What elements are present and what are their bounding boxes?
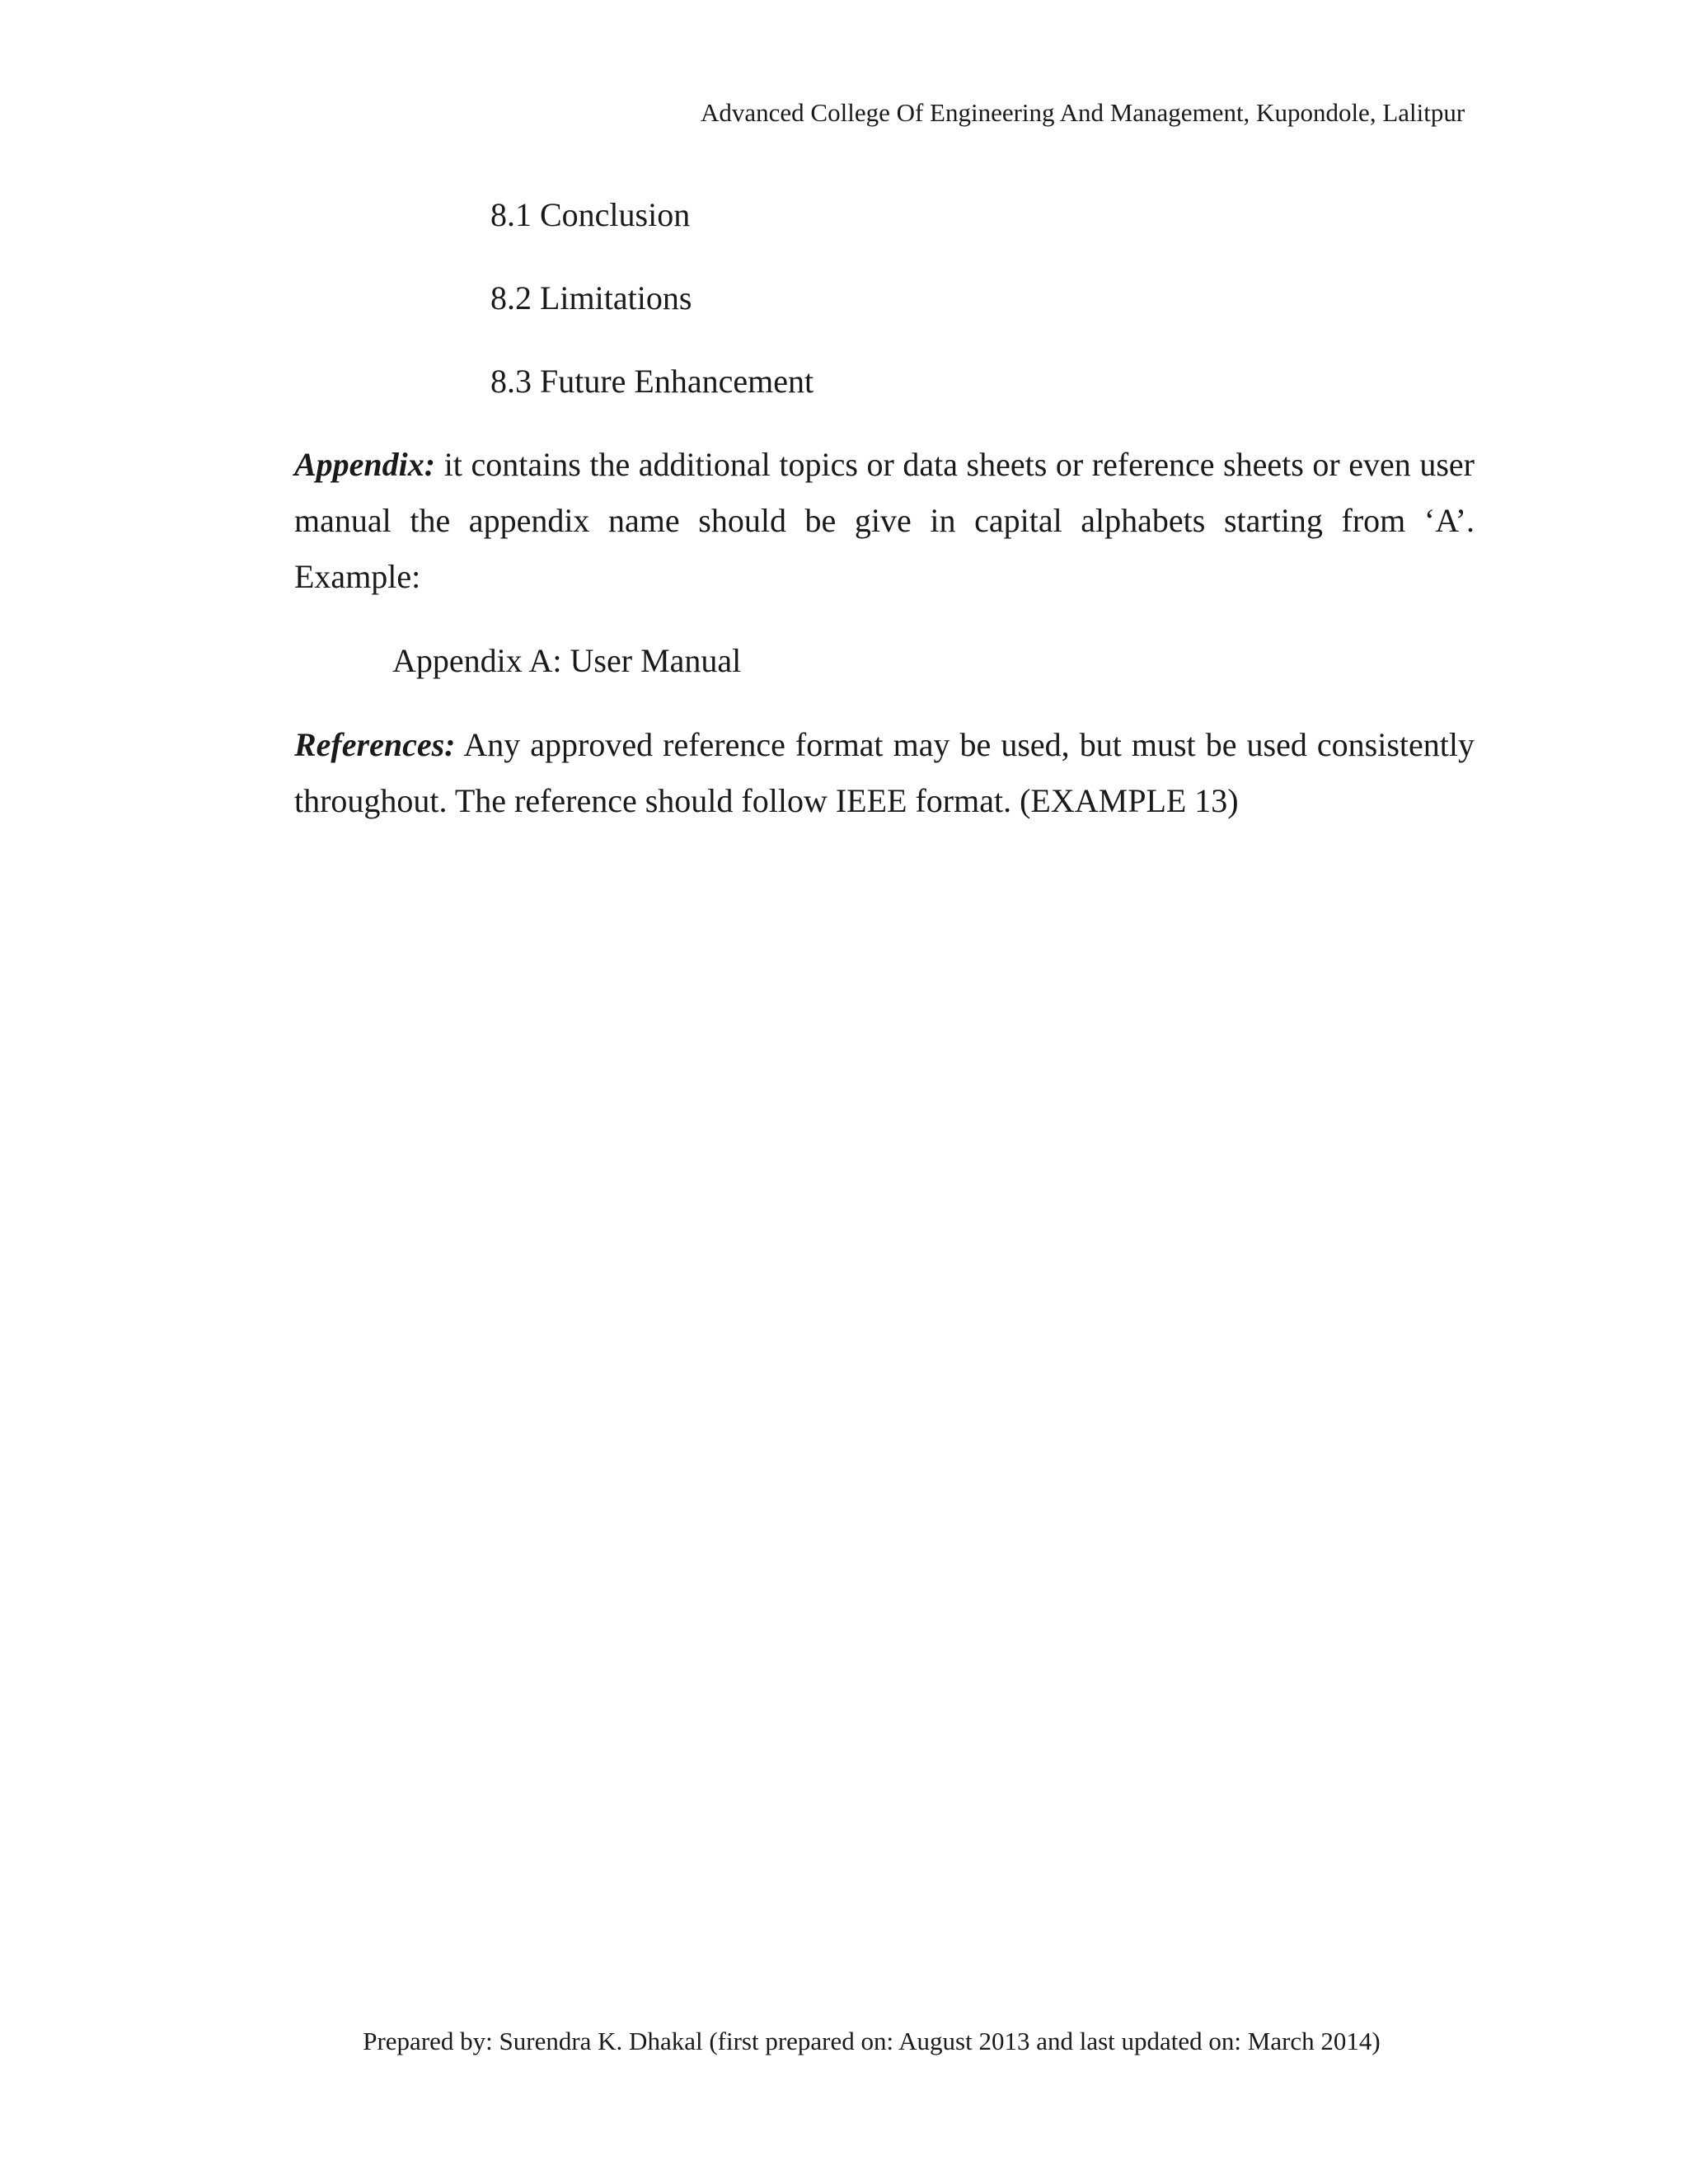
appendix-paragraph: [294, 437, 1475, 605]
toc-item-conclusion: 8.1 Conclusion: [490, 196, 691, 233]
references-text: Any approved reference format may be used, but must be used consistently throughout. The reference should follow IEEE format. (EXAMPLE 13): [294, 726, 1475, 819]
references-term: References:: [294, 726, 456, 763]
toc-item-future-enhancement: 8.3 Future Enhancement: [490, 363, 814, 400]
appendix-example: Appendix A: User Manual: [392, 642, 742, 679]
appendix-text: it contains the additional topics or data sheets or reference sheets or even user manual the appendix name should be give in capital alphabets starting from ‘A’. Example:: [294, 446, 1475, 595]
page-footer: Prepared by: Surendra K. Dhakal (first prepared on: August 2013 and last updated on: March 2014): [363, 2027, 1381, 2055]
toc-item-limitations: 8.2 Limitations: [490, 279, 692, 316]
page-header: Advanced College Of Engineering And Management, Kupondole, Lalitpur: [701, 98, 1465, 127]
appendix-term: Appendix:: [294, 446, 436, 483]
references-paragraph: [294, 717, 1475, 829]
